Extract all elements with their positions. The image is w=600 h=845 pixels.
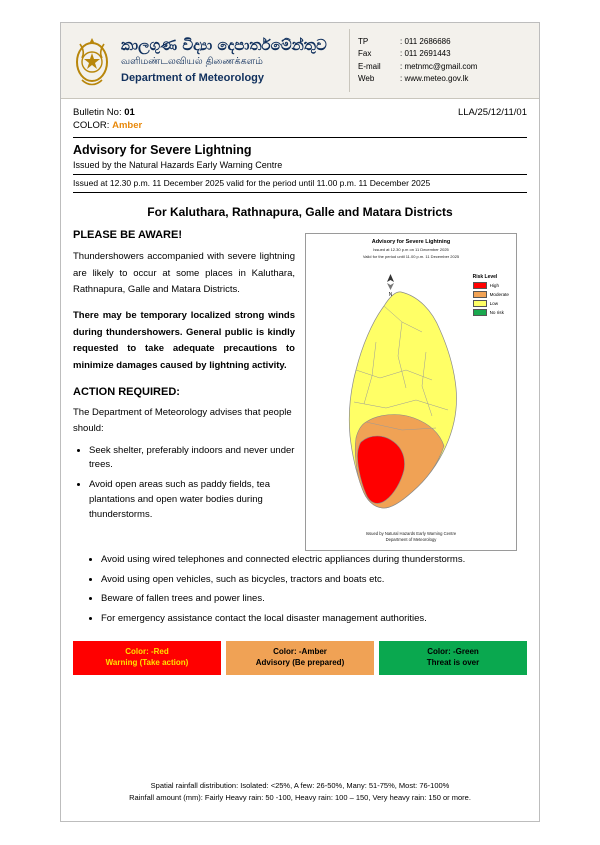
map-column bbox=[305, 229, 527, 551]
paragraph-2: There may be temporary localized strong winds during thundershowers. General public is kindly requested to take adequate precautions to minimize damages caused by lightning activity. bbox=[73, 309, 295, 371]
department-name-tamil: வளிமண்டலவியல் திணைக்களம் bbox=[121, 55, 263, 67]
color-key-red bbox=[73, 641, 221, 675]
map-subtitle-1: Issued at 12.30 p.m on 11 December 2025 bbox=[373, 247, 449, 252]
text-column bbox=[73, 229, 305, 551]
action-required-heading: ACTION REQUIRED: bbox=[73, 386, 180, 399]
footer-line-1: Spatial rainfall distribution: Isolated: <25%, A few: 26-50%, Many: 51-75%, Most: 76-100% bbox=[150, 780, 450, 790]
list-item: • Avoid open areas such as paddy fields, tea plantations and open water bodies during thunderstorms. bbox=[89, 478, 295, 522]
department-name-english: Department of Meteorology bbox=[121, 72, 265, 85]
risk-map bbox=[305, 233, 517, 551]
color-key-red-line1: Color: -Red bbox=[125, 647, 169, 657]
issued-at: Issued at 12.30 p.m. 11 December 2025 valid for the period until 11.00 p.m. 11 December 2025 bbox=[73, 174, 527, 188]
color-key-amber bbox=[226, 641, 374, 675]
list-item: • Avoid using wired telephones and connected electric appliances during thunderstorms. bbox=[101, 553, 527, 568]
color-key-green-line1: Color: -Green bbox=[427, 647, 479, 657]
issued-by: Issued by the Natural Hazards Early Warning Centre bbox=[73, 160, 283, 170]
bulletin-page bbox=[60, 22, 540, 822]
contact-value-tp: : 011 2686686 bbox=[400, 36, 451, 46]
footer-line-2: Rainfall amount (mm): Fairly Heavy rain: 50 -100, Heavy rain: 100 – 150, Very heavy rain: 150 or more. bbox=[129, 793, 471, 803]
legend-label-low: Low bbox=[489, 301, 499, 306]
beware-heading: PLEASE BE AWARE! bbox=[73, 229, 182, 241]
list-item: • For emergency assistance contact the local disaster management authorities. bbox=[101, 612, 527, 627]
advisory-title-box bbox=[73, 137, 527, 193]
contact-key-fax: Fax bbox=[358, 49, 372, 59]
contact-key-email: E-mail bbox=[358, 61, 381, 71]
document-footer bbox=[61, 780, 539, 806]
body-columns bbox=[73, 229, 527, 551]
page-title: Advisory for Severe Lightning bbox=[73, 143, 252, 157]
list-item: • Avoid using open vehicles, such as bicycles, tractors and boats etc. bbox=[101, 573, 527, 588]
bulletin-color-label: COLOR: bbox=[73, 120, 110, 131]
contact-row-email bbox=[358, 61, 531, 73]
color-key-red-line2: Warning (Take action) bbox=[105, 657, 189, 667]
north-label: N bbox=[388, 292, 393, 298]
map-title: Advisory for Severe Lightning bbox=[371, 239, 451, 245]
bulletin-color bbox=[73, 120, 527, 131]
bullet-list-full bbox=[73, 553, 527, 627]
bullet-list-left bbox=[73, 444, 295, 523]
map-footer bbox=[306, 531, 516, 543]
map-footer-line-2: Department of Meteorology bbox=[385, 537, 437, 543]
advises-text: The Department of Meteorology advises that people should: bbox=[73, 407, 292, 434]
map-footer-line-1: Issued by Natural Hazards Early Warning Centre bbox=[365, 531, 457, 537]
department-name-sinhala: කාලගුණ විද්‍යා දෙපාර්තමේන්තුව bbox=[121, 35, 327, 54]
contact-value-email[interactable]: : metnmc@gmail.com bbox=[400, 61, 478, 71]
contact-row-tp bbox=[358, 36, 531, 48]
bulletin-color-value: Amber bbox=[112, 120, 143, 131]
bulletin-info bbox=[61, 99, 539, 131]
list-item: • Seek shelter, preferably indoors and never under trees. bbox=[89, 444, 295, 473]
contact-key-tp: TP bbox=[358, 36, 369, 46]
legend-label-moderate: Moderate bbox=[489, 292, 509, 297]
department-names bbox=[115, 29, 349, 92]
contact-key-web: Web bbox=[358, 73, 375, 83]
contact-block bbox=[349, 29, 531, 92]
bulletin-number-value: 01 bbox=[124, 107, 135, 118]
bulletin-reference: LLA/25/12/11/01 bbox=[457, 107, 527, 118]
districts-line: For Kaluthara, Rathnapura, Galle and Matara Districts bbox=[147, 205, 453, 219]
legend-label-high: High bbox=[489, 283, 500, 288]
legend-label-norisk: No risk bbox=[489, 310, 504, 315]
color-key-bar bbox=[73, 641, 527, 675]
contact-value-fax: : 011 2691443 bbox=[400, 49, 451, 59]
color-key-amber-line1: Color: -Amber bbox=[273, 647, 327, 657]
map-subtitle-2: Valid for the period until 11.00 p.m. 11 December 2025 bbox=[362, 254, 460, 260]
contact-value-web[interactable]: : www.meteo.gov.lk bbox=[400, 73, 469, 83]
legend-title: Risk Level bbox=[472, 274, 498, 280]
contact-row-fax bbox=[358, 48, 531, 60]
bulletin-number-label: Bulletin No: bbox=[73, 107, 122, 118]
list-item: • Beware of fallen trees and power lines. bbox=[101, 592, 527, 607]
color-key-amber-line2: Advisory (Be prepared) bbox=[255, 657, 345, 667]
color-key-green-line2: Threat is over bbox=[426, 657, 480, 667]
bulletin-number bbox=[73, 107, 135, 118]
document-header bbox=[61, 23, 539, 99]
color-key-green bbox=[379, 641, 527, 675]
paragraph-1: Thundershowers accompanied with severe lightning are likely to occur at some places in Kaluthara, Rathnapura, Galle and Matara Districts. bbox=[73, 251, 295, 296]
sri-lanka-map-graphic bbox=[306, 282, 518, 532]
government-crest-icon bbox=[69, 29, 115, 92]
contact-row-web bbox=[358, 73, 531, 85]
